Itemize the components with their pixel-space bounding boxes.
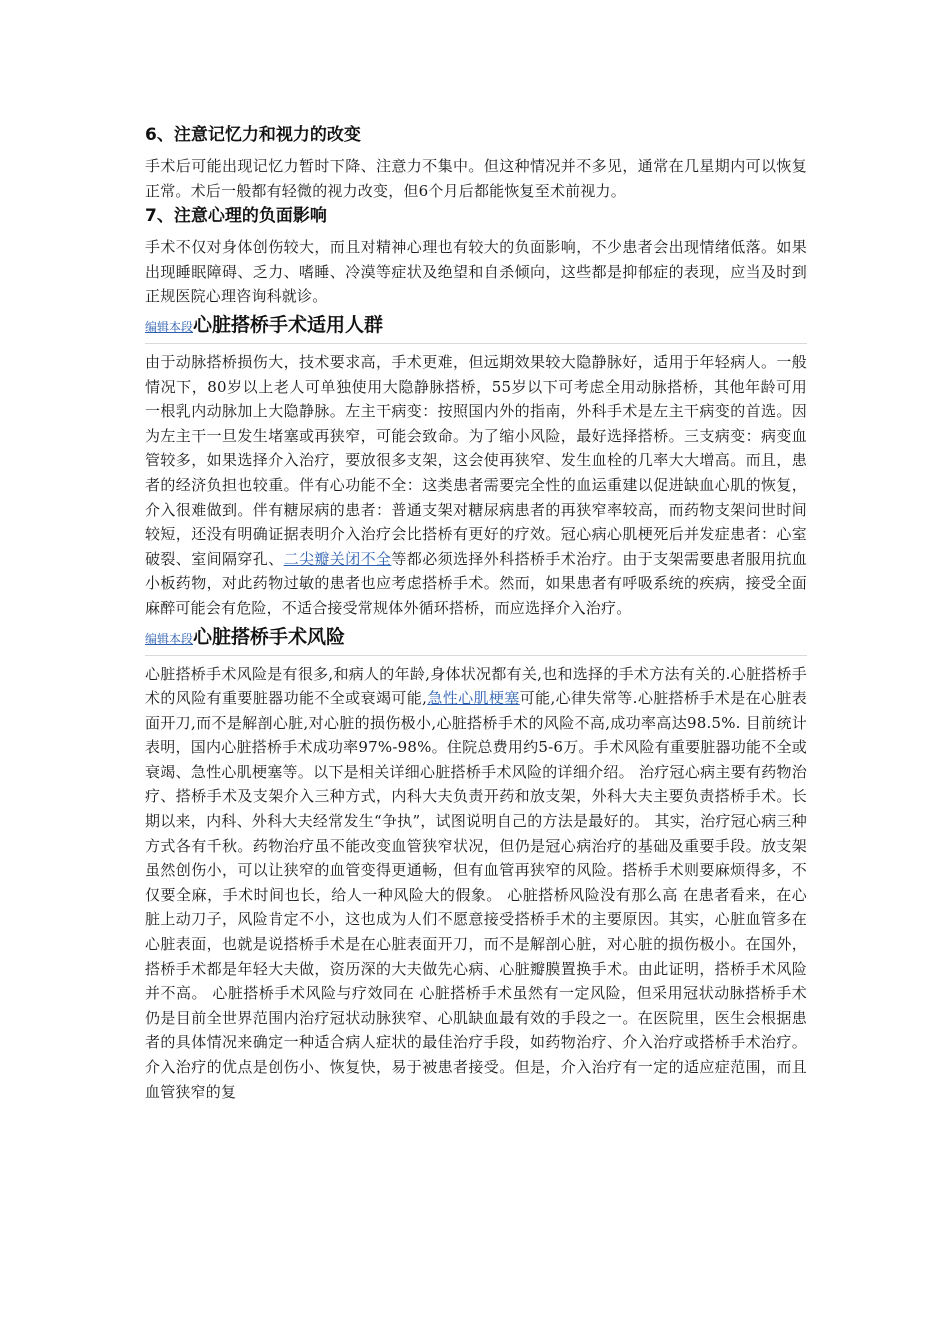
section-header-risk	[145, 623, 807, 656]
text-segment: 可能,心律失常等.心脏搭桥手术是在心脏表面开刀,而不是解剖心脏,对心脏的损伤极小,心脏搭桥手术的风险不高,成功率高达98.5%. 目前统计表明，国内心脏搭桥手术成功率97%-98%。住院总费用约5-6万。手术风险有重要脏器功能不全或衰竭、急性心肌梗塞等。以下是相关详细心脏搭桥手术风险的详细介绍。 治疗冠心病主要有药物治疗、搭桥手术及支架介入三种方式，内科大夫负责开药和放支架，外科大夫主要负责搭桥手术。长期以来，内科、外科大夫经常发生“争执”，试图说明自己的方法是最好的。 其实，治疗冠心病三种方式各有千秋。药物治疗虽不能改变血管狭窄状况，但仍是冠心病治疗的基础及重要手段。放支架虽然创伤小，可以让狭窄的血管变得更通畅，但有血管再狭窄的风险。搭桥手术则要麻烦得多，不仅要全麻，手术时间也长，给人一种风险大的假象。 心脏搭桥风险没有那么高 在患者看来，在心脏上动刀子，风险肯定不小，这也成为人们不愿意接受搭桥手术的主要原因。其实，心脏血管多在心脏表面，也就是说搭桥手术是在心脏表面开刀，而不是解剖心脏，对心脏的损伤极小。在国外，搭桥手术都是年轻大夫做，资历深的大夫做先心病、心脏瓣膜置换手术。由此证明，搭桥手术风险并不高。 心脏搭桥手术风险与疗效同在 心脏搭桥手术虽然有一定风险，但采用冠状动脉搭桥手术仍是目前全世界范围内治疗冠状动脉狭窄、心肌缺血最有效的手段之一。在医院里，医生会根据患者的具体情况来确定一种适合病人症状的最佳治疗手段，如药物治疗、介入治疗或搭桥手术治疗。介入治疗的优点是创伤小、恢复快，易于被患者接受。但是，介入治疗有一定的适应症范围，而且血管狭窄的复	[145, 689, 808, 1101]
heading-memory-vision: 6、注意记忆力和视力的改变	[145, 125, 361, 145]
section-title-risk: 心脏搭桥手术风险	[193, 625, 346, 648]
heading-psychological-impact: 7、注意心理的负面影响	[145, 206, 327, 227]
text-segment: 心脏搭桥手术风险是有很多,和病人的年龄,身体状况都有关,也和选择的手术方法有关的.心脏搭桥手术的风险有重要脏器功能不全或衰竭可能,	[145, 664, 807, 708]
section-header-suitable	[145, 311, 807, 344]
edit-section-link[interactable]: 编辑本段	[145, 319, 194, 334]
text-segment: 由于动脉搭桥损伤大，技术要求高，手术更难，但远期效果较大隐静脉好，适用于年轻病人。一般情况下，80岁以上老人可单独使用大隐静脉搭桥，55岁以下可考虑全用动脉搭桥，其他年龄可用一根乳内动脉加上大隐静脉。左主干病变：按照国内外的指南，外科手术是左主干病变的首选。因为左主干一旦发生堵塞或再狭窄，可能会致命。为了缩小风险，最好选择搭桥。三支病变：病变血管较多，如果选择介入治疗，要放很多支架，这会使再狭窄、发生血栓的几率大大增高。而且，患者的经济负担也较重。伴有心功能不全：这类患者需要完全性的血运重建以促进缺血心肌的恢复，介入很难做到。伴有糖尿病的患者：普通支架对糖尿病患者的再狭窄率较高，而药物支架问世时间较短，还没有明确证据表明介入治疗会比搭桥有更好的疗效。冠心病心肌梗死后并发症患者：心室破裂、室间隔穿孔、	[145, 352, 807, 568]
paragraph-suitable-population	[145, 350, 807, 621]
paragraph-surgery-risk	[145, 662, 807, 1105]
paragraph-memory-vision: 手术后可能出现记忆力暂时下降、注意力不集中。但这种情况并不多见，通常在几星期内可以恢复正常。术后一般都有轻微的视力改变，但6个月后都能恢复至术前视力。	[145, 157, 807, 200]
paragraph-psychological-impact: 手术不仅对身体创伤较大，而且对精神心理也有较大的负面影响，不少患者会出现情绪低落。如果出现睡眠障碍、乏力、嗜睡、冷漠等症状及绝望和自杀倾向，这些都是抑郁症的表现，应当及时到正规医院心理咨询科就诊。	[145, 238, 807, 306]
text-segment: 等都必须选择外科搭桥手术治疗。由于支架需要患者服用抗血小板药物，对此药物过敏的患者也应考虑搭桥手术。然而，如果患者有呼吸系统的疾病，接受全面麻醉可能会有危险，不适合接受常规体外循环搭桥，而应选择介入治疗。	[145, 549, 807, 617]
edit-section-link[interactable]: 编辑本段	[145, 631, 194, 646]
link-mitral-insufficiency[interactable]: 二尖瓣关闭不全	[283, 549, 392, 568]
section-title-suitable: 心脏搭桥手术适用人群	[193, 313, 384, 336]
link-acute-mi[interactable]: 急性心肌梗塞	[427, 689, 520, 708]
article-content	[145, 122, 807, 1104]
